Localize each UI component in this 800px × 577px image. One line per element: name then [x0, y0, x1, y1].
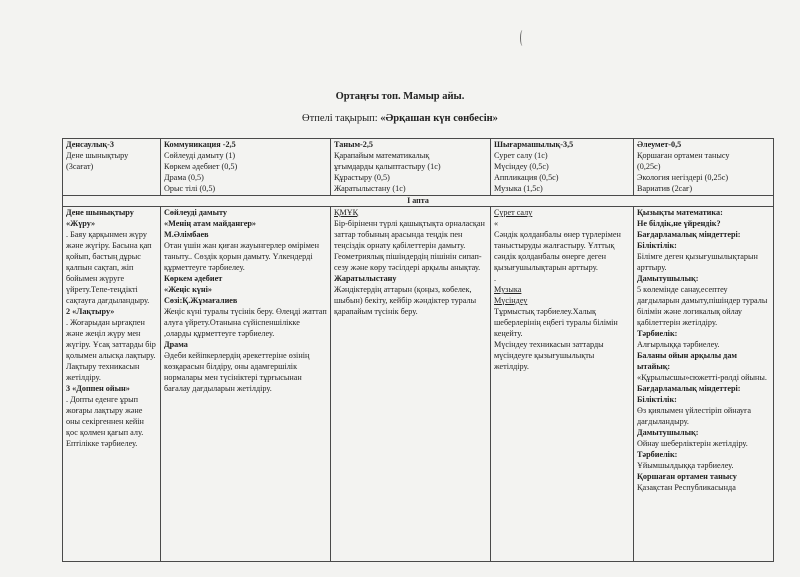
area-line: (0,25с) — [637, 162, 661, 171]
cell-paragraph: Қазақстан Республикасында — [637, 483, 736, 492]
cell-paragraph: Ұйымшылдыққа тәрбиелеу. — [637, 461, 734, 470]
cell-paragraph: Бір-біріненн түрлі қашықтықта орналасқан заттар тобының арасында теңдік пен теңсіздік орнату қабілеттерін дамыту. Геометриялық пішіндердің пішінін сипап-сезу және көру тәсілдері арқылы анықтау. — [334, 219, 485, 272]
area-line: Мүсіндеу (0,5с) — [494, 162, 549, 171]
cell-paragraph: 2 «Лақтыру» — [66, 307, 115, 316]
cell-paragraph: Ойнау шеберліктерін жетілдіру. — [637, 439, 748, 448]
cell-paragraph: . Баяу қарқынмен жүру және жүгіру. Басына қап қойып, бастың дұрыс қалпын сақтап, жіп бойымен жүруге үйрету.Тепе-теңдікті сақтауға дағдыландыру. — [66, 230, 152, 305]
cell-paragraph: «Құрылысшы»сюжетті-рөлді ойыны. — [637, 373, 767, 382]
area-line: Қоршаған ортамен танысу — [637, 151, 730, 160]
cell-paragraph: 5 көлемінде санау,есептеу дағдыларын дамыту,пішіндер туралы білімін және логикалық ойлау қабілеттерін жетілдіру. — [637, 285, 768, 327]
col-social — [634, 207, 774, 562]
cell-paragraph: Бағдарламалық міндеттері: — [637, 230, 741, 239]
area-line: Жаратылыстану (1с) — [334, 184, 406, 193]
cell-paragraph: Отан үшін жан қиған жауынгерлер өмірімен таныту.. Сөздік қорын дамыту. Үлкендерді құрметтеуге тәрбиелеу. — [164, 241, 319, 272]
area-line: Құрастыру (0,5) — [334, 173, 390, 182]
area-line: Музыка (1,5с) — [494, 184, 543, 193]
col-health — [63, 207, 161, 562]
cell-paragraph: Сөйлеуді дамыту — [164, 208, 228, 217]
cell-paragraph: Қызықты математика: — [637, 208, 723, 217]
cell-paragraph: Драма — [164, 340, 188, 349]
area-title: Шығармашылық-3,5 — [494, 140, 574, 149]
cell-paragraph: Алғырлыққа тәрбиелеу. — [637, 340, 720, 349]
week-label: I апта — [63, 196, 774, 207]
cell-paragraph: Дене шынықтыру — [66, 208, 134, 217]
cell-paragraph: Мүсіндеу — [494, 296, 528, 305]
cell-paragraph: Музыка — [494, 285, 522, 294]
area-cell — [331, 139, 491, 196]
cell-paragraph: «Жүру» — [66, 219, 96, 228]
col-cognition — [331, 207, 491, 562]
cell-paragraph: Дамытушылық: — [637, 428, 699, 437]
area-title: Денсаулық-3 — [66, 140, 114, 149]
cell-paragraph: . Допты еденге ұрып жоғары лақтыру және оны секіргеннен кейін қос қолмен қағып алу. Ептілікке тәрбиелеу. — [66, 395, 144, 448]
areas-row — [63, 139, 774, 196]
area-line: ұғымдарды қалыптастыру (1с) — [334, 162, 441, 171]
area-title: Таным-2,5 — [334, 140, 373, 149]
area-line: (3сағат) — [66, 162, 94, 171]
plan-table — [62, 138, 774, 562]
cell-paragraph: Жәндіктердің аттарын (қоңыз, көбелек, шыбын) бекіту, кейбір жәндіктер туралы қарапайым түсінік беру. — [334, 285, 477, 316]
cell-paragraph: Жеңіс күні туралы түсінік беру. Өлеңді жаттап алуға үйрету.Отанына сүйіспеншілікке ,оларды құрметтеуге тәрбиелеу. — [164, 307, 327, 338]
area-line: Қарапайым математикалық — [334, 151, 430, 160]
col-creativity — [491, 207, 634, 562]
cell-paragraph: Әдеби кейіпкерлердің әрекеттеріне өзінің көзқарасын білдіру, оны адамгершілік нормалары мен түсініктері тұрғысынан бағалау дағдыларын жетілдіру. — [164, 351, 310, 393]
theme-line — [0, 113, 800, 124]
cell-paragraph: Мүсіндеу техникасын заттарды мүсіндеуге қызығушылықты жетілдіру. — [494, 340, 604, 371]
cell-paragraph: Сурет салу — [494, 208, 533, 217]
area-cell — [63, 139, 161, 196]
col-communication — [161, 207, 331, 562]
cell-paragraph: Тұрмыстық тәрбиелеу.Халық шеберлерінің еңбегі туралы білімін кеңейту. — [494, 307, 618, 338]
area-line: Көркем әдебиет (0,5) — [164, 162, 238, 171]
cell-paragraph: . Жоғарыдан ырғақпен және жеңіл жүру мен жүгіру. Ұсақ заттарды бір қолымен алысқа лақтыру. Лақтыру техникасын жетілдіру. — [66, 318, 156, 382]
area-line: Дене шынықтыру — [66, 151, 129, 160]
cell-paragraph: Көркем әдебиет — [164, 274, 223, 283]
cell-paragraph: Білімге деген қызығушылықтарын арттыру. — [637, 252, 758, 272]
cell-paragraph: . — [494, 274, 497, 283]
area-line: Экология негіздері (0,25с) — [637, 173, 729, 182]
area-cell — [634, 139, 774, 196]
cell-paragraph: «Жеңіс күні» — [164, 285, 212, 294]
area-line: Орыс тілі (0,5) — [164, 184, 216, 193]
cell-paragraph: Сөзі:Қ.Жұмағалиев — [164, 296, 238, 305]
area-cell — [491, 139, 634, 196]
cell-paragraph: Біліктілік: — [637, 395, 677, 404]
cell-paragraph: Біліктілік: — [637, 241, 677, 250]
theme-prefix: Өтпелі тақырып: — [302, 113, 381, 124]
content-row — [63, 207, 774, 562]
cell-paragraph: Не білдік,не үйрендік? — [637, 219, 721, 228]
theme-title: «Әрқашан күн сөнбесін» — [380, 113, 498, 124]
cell-paragraph: Өз қиялымен үйлестіріп ойнауға дағдыландыру. — [637, 406, 751, 426]
area-title: Коммуникация -2,5 — [164, 140, 236, 149]
week-row — [63, 196, 774, 207]
cell-paragraph: ҚМҰҚ — [334, 208, 359, 217]
cell-paragraph: Бағдарламалық міндеттері: — [637, 384, 741, 393]
pen-mark — [520, 30, 525, 46]
area-cell — [161, 139, 331, 196]
cell-paragraph: М.Әлімбаев — [164, 230, 209, 239]
cell-paragraph: Дамытушылық: — [637, 274, 699, 283]
cell-paragraph: Тәрбиелік: — [637, 450, 678, 459]
cell-paragraph: Тәрбиелік: — [637, 329, 678, 338]
area-line: Сөйлеуді дамыту (1) — [164, 151, 236, 160]
cell-paragraph: Қоршаған ортамен танысу — [637, 472, 737, 481]
area-line: Драма (0,5) — [164, 173, 204, 182]
cell-paragraph: 3 «Доппен ойын» — [66, 384, 130, 393]
area-title: Әлеумет-0,5 — [637, 140, 682, 149]
cell-paragraph: Жаратылыстану — [334, 274, 397, 283]
area-line: Сурет салу (1с) — [494, 151, 548, 160]
area-line: Аппликация (0,5с) — [494, 173, 559, 182]
cell-paragraph: «Менің атам майдангер» — [164, 219, 257, 228]
group-title: Ортаңғы топ. Мамыр айы. — [335, 91, 465, 102]
area-line: Вариатив (2сағ) — [637, 184, 693, 193]
cell-paragraph: Баланы ойын арқылы дам ытайық: — [637, 351, 737, 371]
cell-paragraph: « — [494, 219, 499, 228]
cell-paragraph: Сәндік қолданбалы өнер түрлерімен таныстыруды жалғастыру. Ұлттық сәндік қолданбалы өнерге деген қызығушылықтарын арттыру. — [494, 230, 621, 272]
